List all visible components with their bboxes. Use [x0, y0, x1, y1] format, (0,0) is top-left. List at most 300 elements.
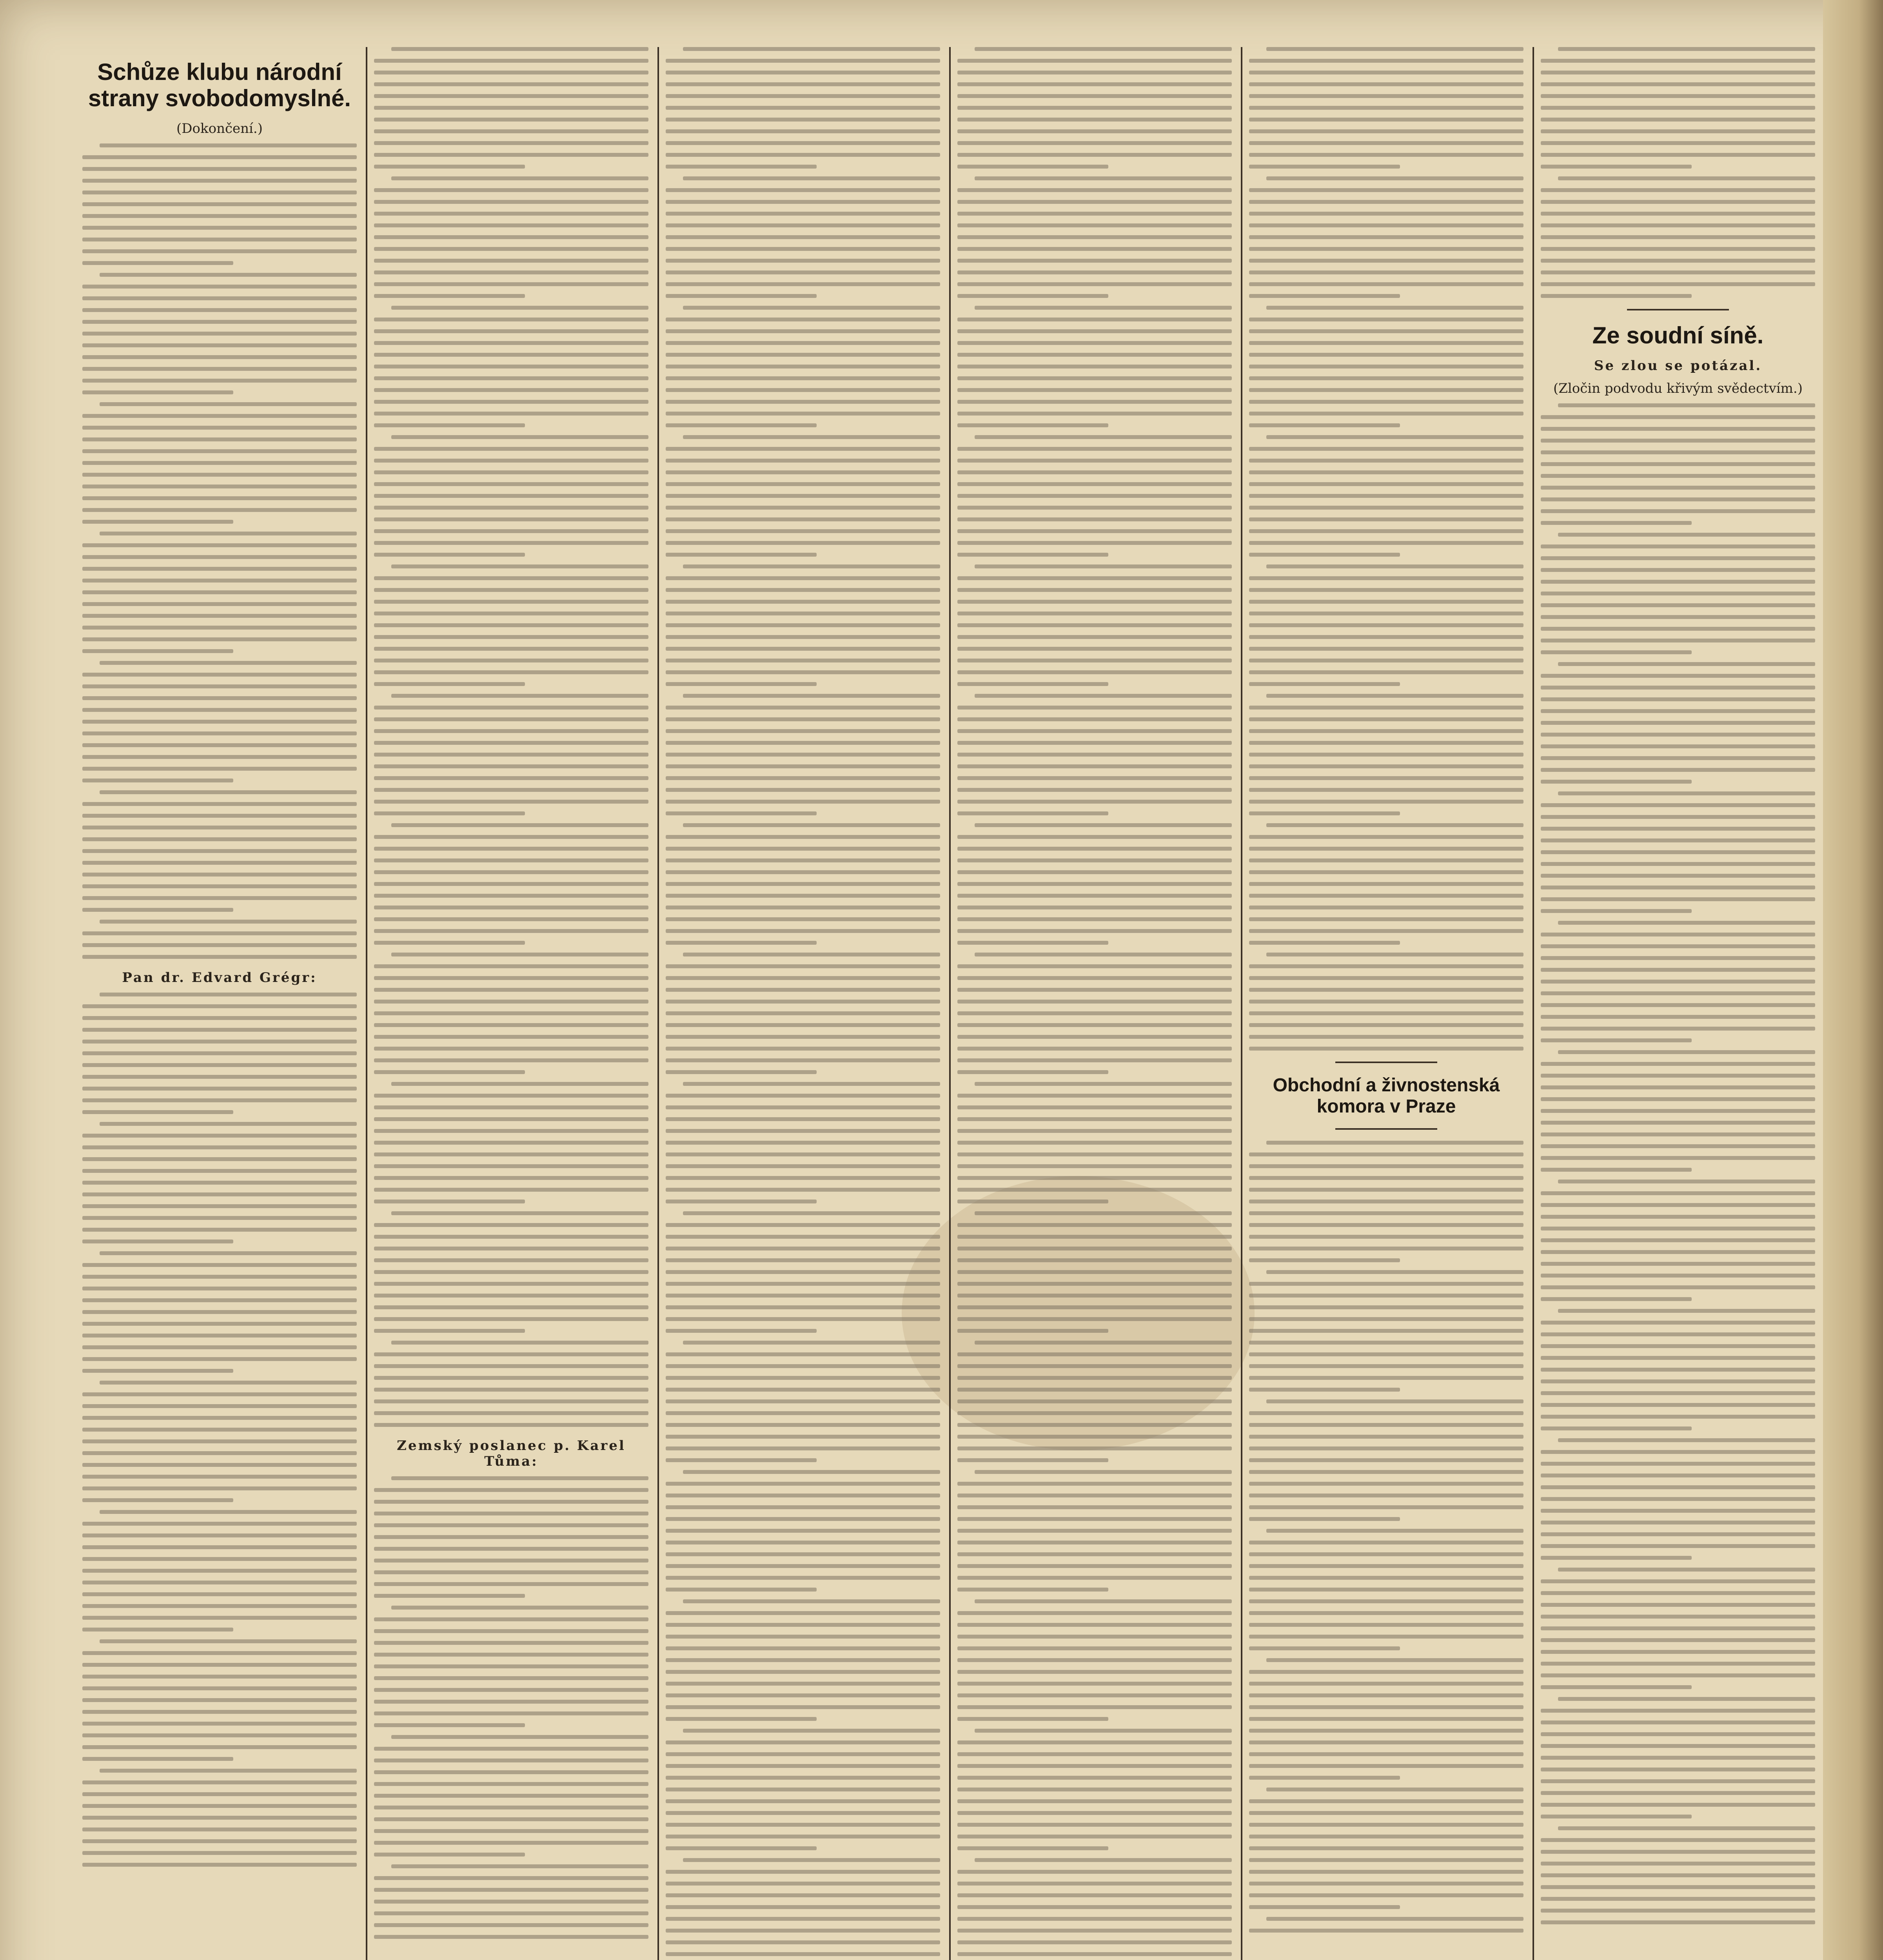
- text-line-placeholder: [374, 282, 648, 286]
- text-line-placeholder: [374, 1770, 648, 1774]
- text-line-placeholder: [82, 814, 357, 818]
- text-line-placeholder: [82, 955, 357, 959]
- text-line-placeholder: [1541, 1685, 1692, 1689]
- text-line-placeholder: [1558, 1309, 1815, 1313]
- text-line-placeholder: [1541, 1215, 1815, 1219]
- text-line-placeholder: [666, 670, 940, 674]
- text-line-placeholder: [1541, 1532, 1815, 1536]
- text-line-placeholder: [1249, 517, 1523, 521]
- text-line-placeholder: [374, 1035, 648, 1039]
- text-line-placeholder: [374, 882, 648, 886]
- text-line-placeholder: [957, 1258, 1232, 1262]
- text-line-placeholder: [957, 1129, 1232, 1133]
- text-line-placeholder: [100, 1381, 357, 1385]
- text-line-placeholder: [666, 858, 940, 862]
- text-line-placeholder: [1541, 1673, 1815, 1677]
- text-line-placeholder: [82, 708, 357, 712]
- text-line-placeholder: [957, 1141, 1232, 1145]
- text-line-placeholder: [1249, 1211, 1523, 1215]
- text-area: [78, 47, 1811, 1960]
- text-line-placeholder: [666, 223, 940, 227]
- text-line-placeholder: [82, 1404, 357, 1408]
- text-line-placeholder: [957, 212, 1232, 216]
- text-line-placeholder: [1249, 1811, 1523, 1815]
- text-line-placeholder: [957, 1929, 1232, 1933]
- text-line-placeholder: [82, 191, 357, 194]
- text-line-placeholder: [1249, 529, 1523, 533]
- text-line-placeholder: [1249, 835, 1523, 839]
- text-line-placeholder: [1249, 1823, 1523, 1827]
- text-line-placeholder: [957, 670, 1232, 674]
- text-line-placeholder: [666, 482, 940, 486]
- text-line-placeholder: [957, 1870, 1232, 1874]
- text-line-placeholder: [666, 717, 940, 721]
- text-line-placeholder: [957, 129, 1232, 133]
- column-rule: [366, 47, 367, 1960]
- text-line-placeholder: [374, 153, 648, 157]
- text-line-placeholder: [666, 1011, 940, 1015]
- text-line-placeholder: [1541, 1768, 1815, 1771]
- text-line-placeholder: [100, 273, 357, 277]
- text-line-placeholder: [957, 1094, 1232, 1098]
- text-line-placeholder: [374, 1794, 648, 1798]
- text-line-placeholder: [1249, 1188, 1523, 1192]
- text-line-placeholder: [1541, 1815, 1692, 1818]
- column-5: [1249, 47, 1523, 1960]
- text-line-placeholder: [1541, 780, 1692, 784]
- text-line-placeholder: [1541, 1332, 1815, 1336]
- text-line-placeholder: [666, 235, 940, 239]
- text-line-placeholder: [374, 1317, 648, 1321]
- text-line-placeholder: [957, 1364, 1232, 1368]
- text-line-placeholder: [957, 1940, 1232, 1944]
- text-line-placeholder: [957, 1035, 1232, 1039]
- text-line-placeholder: [1541, 580, 1815, 584]
- text-line-placeholder: [666, 1423, 940, 1427]
- text-line-placeholder: [374, 541, 648, 545]
- text-line-placeholder: [1249, 1223, 1523, 1227]
- column-6: [1541, 47, 1815, 1960]
- text-line-placeholder: [957, 1494, 1232, 1497]
- text-line-placeholder: [1541, 282, 1815, 286]
- text-line-placeholder: [666, 459, 940, 463]
- text-line-placeholder: [1541, 270, 1815, 274]
- text-line-placeholder: [82, 1263, 357, 1267]
- text-line-placeholder: [374, 1500, 648, 1504]
- text-line-placeholder: [82, 414, 357, 418]
- text-line-placeholder: [1541, 1203, 1815, 1207]
- text-line-placeholder: [374, 1559, 648, 1563]
- text-line-placeholder: [666, 212, 940, 216]
- text-line-placeholder: [82, 1451, 357, 1455]
- text-line-placeholder: [666, 1235, 940, 1239]
- text-line-placeholder: [957, 1294, 1232, 1298]
- text-line-placeholder: [100, 532, 357, 535]
- text-line-placeholder: [374, 1141, 648, 1145]
- text-line-placeholder: [666, 1811, 940, 1815]
- text-line-placeholder: [957, 1011, 1232, 1015]
- text-line-placeholder: [82, 673, 357, 677]
- text-line-placeholder: [683, 1858, 940, 1862]
- text-line-placeholder: [82, 485, 357, 488]
- text-line-placeholder: [82, 590, 357, 594]
- text-line-placeholder: [82, 179, 357, 183]
- text-line-placeholder: [1249, 1011, 1523, 1015]
- text-line-placeholder: [374, 1853, 525, 1857]
- text-line-placeholder: [957, 1823, 1232, 1827]
- text-line-placeholder: [666, 1717, 817, 1721]
- text-line-placeholder: [374, 870, 648, 874]
- text-line-placeholder: [100, 993, 357, 996]
- text-line-placeholder: [666, 517, 940, 521]
- text-line-placeholder: [82, 1310, 357, 1314]
- text-line-placeholder: [957, 976, 1232, 980]
- text-line-placeholder: [1541, 803, 1815, 807]
- text-line-placeholder: [666, 1529, 940, 1533]
- text-line-placeholder: [82, 731, 357, 735]
- text-line-placeholder: [82, 873, 357, 877]
- text-line-placeholder: [1541, 1156, 1815, 1160]
- text-line-placeholder: [666, 1435, 940, 1439]
- text-line-placeholder: [666, 811, 817, 815]
- text-line-placeholder: [1249, 1705, 1523, 1709]
- text-line-placeholder: [1541, 1450, 1815, 1454]
- article-body: [1249, 1141, 1523, 1933]
- text-line-placeholder: [374, 1235, 648, 1239]
- text-line-placeholder: [374, 412, 648, 416]
- text-line-placeholder: [1558, 1438, 1815, 1442]
- text-line-placeholder: [666, 1905, 940, 1909]
- text-line-placeholder: [666, 1564, 940, 1568]
- text-line-placeholder: [374, 1305, 648, 1309]
- text-line-placeholder: [1541, 674, 1815, 678]
- text-line-placeholder: [1541, 933, 1815, 936]
- text-line-placeholder: [391, 694, 648, 698]
- text-line-placeholder: [666, 329, 940, 333]
- text-line-placeholder: [1541, 721, 1815, 725]
- text-line-placeholder: [957, 341, 1232, 345]
- text-line-placeholder: [957, 1588, 1108, 1592]
- text-line-placeholder: [1541, 1238, 1815, 1242]
- text-line-placeholder: [1541, 1038, 1692, 1042]
- text-line-placeholder: [82, 1675, 357, 1679]
- text-line-placeholder: [1249, 1317, 1523, 1321]
- text-line-placeholder: [957, 1235, 1232, 1239]
- text-line-placeholder: [957, 917, 1232, 921]
- text-line-placeholder: [666, 388, 940, 392]
- text-line-placeholder: [82, 1028, 357, 1032]
- column-rule: [657, 47, 659, 1960]
- text-line-placeholder: [666, 800, 940, 804]
- text-line-placeholder: [374, 1617, 648, 1621]
- text-line-placeholder: [1249, 1388, 1400, 1392]
- text-line-placeholder: [100, 661, 357, 665]
- text-line-placeholder: [666, 1258, 940, 1262]
- text-line-placeholder: [374, 670, 648, 674]
- text-line-placeholder: [957, 1905, 1232, 1909]
- text-line-placeholder: [957, 941, 1108, 945]
- text-line-placeholder: [1249, 388, 1523, 392]
- text-line-placeholder: [391, 1341, 648, 1345]
- text-line-placeholder: [82, 167, 357, 171]
- text-line-placeholder: [1541, 71, 1815, 74]
- text-line-placeholder: [666, 1188, 940, 1192]
- text-line-placeholder: [957, 847, 1232, 851]
- text-line-placeholder: [1249, 811, 1400, 815]
- text-line-placeholder: [666, 1388, 940, 1392]
- text-line-placeholder: [1249, 200, 1523, 204]
- text-line-placeholder: [82, 1804, 357, 1808]
- text-line-placeholder: [374, 529, 648, 533]
- text-line-placeholder: [374, 717, 648, 721]
- text-line-placeholder: [957, 1188, 1232, 1192]
- text-line-placeholder: [82, 696, 357, 700]
- text-line-placeholder: [1249, 1364, 1523, 1368]
- text-line-placeholder: [100, 1639, 357, 1643]
- text-line-placeholder: [374, 764, 648, 768]
- text-line-placeholder: [1249, 917, 1523, 921]
- text-line-placeholder: [666, 1117, 940, 1121]
- text-line-placeholder: [374, 423, 525, 427]
- text-line-placeholder: [374, 1535, 648, 1539]
- text-line-placeholder: [374, 353, 648, 357]
- text-line-placeholder: [1541, 838, 1815, 842]
- text-line-placeholder: [1558, 791, 1815, 795]
- text-line-placeholder: [374, 1723, 525, 1727]
- text-line-placeholder: [100, 790, 357, 794]
- text-line-placeholder: [1541, 1227, 1815, 1230]
- text-line-placeholder: [1249, 682, 1400, 686]
- text-line-placeholder: [374, 1070, 525, 1074]
- article-title: Schůze klubu národní strany svobodomyslné.: [88, 59, 351, 112]
- text-line-placeholder: [1249, 1893, 1523, 1897]
- text-line-placeholder: [666, 1270, 940, 1274]
- article-body: [666, 47, 940, 1960]
- text-line-placeholder: [1541, 1321, 1815, 1325]
- text-line-placeholder: [1541, 897, 1815, 901]
- text-line-placeholder: [1249, 964, 1523, 968]
- text-line-placeholder: [666, 588, 940, 592]
- text-line-placeholder: [1249, 494, 1523, 498]
- text-line-placeholder: [957, 1070, 1108, 1074]
- text-line-placeholder: [1541, 1744, 1815, 1748]
- text-line-placeholder: [1249, 1352, 1523, 1356]
- text-line-placeholder: [666, 741, 940, 745]
- text-line-placeholder: [957, 270, 1232, 274]
- text-line-placeholder: [1249, 318, 1523, 321]
- text-line-placeholder: [666, 447, 940, 451]
- text-line-placeholder: [374, 1935, 648, 1939]
- text-line-placeholder: [666, 776, 940, 780]
- text-line-placeholder: [666, 153, 940, 157]
- text-line-placeholder: [957, 1835, 1232, 1838]
- text-line-placeholder: [975, 1858, 1232, 1862]
- text-line-placeholder: [957, 1682, 1232, 1686]
- text-line-placeholder: [683, 176, 940, 180]
- text-line-placeholder: [374, 1094, 648, 1098]
- text-line-placeholder: [666, 788, 940, 792]
- text-line-placeholder: [975, 435, 1232, 439]
- text-line-placeholder: [374, 318, 648, 321]
- text-line-placeholder: [957, 1411, 1232, 1415]
- text-line-placeholder: [82, 931, 357, 935]
- text-line-placeholder: [666, 529, 940, 533]
- text-line-placeholder: [82, 1169, 357, 1173]
- text-line-placeholder: [957, 647, 1232, 651]
- text-line-placeholder: [82, 1522, 357, 1526]
- text-line-placeholder: [1249, 1776, 1400, 1780]
- text-line-placeholder: [1541, 1262, 1815, 1266]
- text-line-placeholder: [1249, 1682, 1523, 1686]
- text-line-placeholder: [666, 1882, 940, 1886]
- text-line-placeholder: [1249, 1200, 1523, 1203]
- text-line-placeholder: [666, 129, 940, 133]
- text-line-placeholder: [1541, 1015, 1815, 1019]
- text-line-placeholder: [666, 1670, 940, 1674]
- text-line-placeholder: [957, 1529, 1232, 1533]
- text-line-placeholder: [1249, 341, 1523, 345]
- text-line-placeholder: [1541, 1920, 1815, 1924]
- text-line-placeholder: [666, 200, 940, 204]
- text-line-placeholder: [957, 1352, 1232, 1356]
- text-line-placeholder: [957, 1799, 1232, 1803]
- text-line-placeholder: [957, 153, 1232, 157]
- text-line-placeholder: [1541, 1191, 1815, 1195]
- text-line-placeholder: [975, 1599, 1232, 1603]
- text-line-placeholder: [374, 1164, 648, 1168]
- text-line-placeholder: [1249, 1717, 1523, 1721]
- text-line-placeholder: [1249, 1505, 1523, 1509]
- text-line-placeholder: [1249, 106, 1523, 110]
- text-line-placeholder: [374, 1047, 648, 1051]
- text-line-placeholder: [1249, 94, 1523, 98]
- text-line-placeholder: [82, 637, 357, 641]
- text-line-placeholder: [957, 1399, 1232, 1403]
- text-line-placeholder: [82, 1475, 357, 1479]
- text-line-placeholder: [1249, 235, 1523, 239]
- text-line-placeholder: [1249, 1646, 1400, 1650]
- text-line-placeholder: [1249, 623, 1523, 627]
- text-line-placeholder: [1249, 1458, 1523, 1462]
- text-line-placeholder: [957, 1564, 1232, 1568]
- text-line-placeholder: [1541, 1838, 1815, 1842]
- text-line-placeholder: [391, 953, 648, 956]
- text-line-placeholder: [666, 894, 940, 898]
- text-line-placeholder: [391, 1211, 648, 1215]
- text-line-placeholder: [957, 94, 1232, 98]
- text-line-placeholder: [1266, 47, 1523, 51]
- text-line-placeholder: [1541, 1474, 1815, 1477]
- text-line-placeholder: [374, 1388, 648, 1392]
- text-line-placeholder: [666, 365, 940, 368]
- text-line-placeholder: [100, 1510, 357, 1514]
- text-line-placeholder: [666, 1376, 940, 1380]
- text-line-placeholder: [1541, 1638, 1815, 1642]
- text-line-placeholder: [374, 1688, 648, 1692]
- text-line-placeholder: [1541, 1521, 1815, 1524]
- text-line-placeholder: [957, 1788, 1232, 1791]
- text-line-placeholder: [1541, 1285, 1815, 1289]
- text-line-placeholder: [1541, 1885, 1815, 1889]
- text-line-placeholder: [957, 1740, 1232, 1744]
- text-line-placeholder: [1541, 627, 1815, 631]
- text-line-placeholder: [666, 400, 940, 404]
- text-line-placeholder: [1541, 639, 1815, 642]
- text-line-placeholder: [1249, 141, 1523, 145]
- text-line-placeholder: [1249, 282, 1523, 286]
- text-line-placeholder: [1541, 415, 1815, 419]
- text-line-placeholder: [957, 318, 1232, 321]
- text-line-placeholder: [1249, 1000, 1523, 1004]
- text-line-placeholder: [1266, 1788, 1523, 1791]
- text-line-placeholder: [1541, 497, 1815, 501]
- text-line-placeholder: [391, 1606, 648, 1610]
- text-line-placeholder: [82, 1228, 357, 1232]
- text-line-placeholder: [374, 94, 648, 98]
- text-line-placeholder: [82, 579, 357, 583]
- text-line-placeholder: [374, 1117, 648, 1121]
- text-line-placeholder: [82, 332, 357, 336]
- text-line-placeholder: [666, 1000, 940, 1004]
- text-line-placeholder: [1266, 1917, 1523, 1921]
- text-line-placeholder: [82, 1651, 357, 1655]
- text-line-placeholder: [82, 1463, 357, 1467]
- text-line-placeholder: [1249, 588, 1523, 592]
- text-line-placeholder: [391, 564, 648, 568]
- text-line-placeholder: [374, 1817, 648, 1821]
- text-line-placeholder: [82, 308, 357, 312]
- text-line-placeholder: [374, 1399, 648, 1403]
- text-line-placeholder: [666, 353, 940, 357]
- text-line-placeholder: [1249, 976, 1523, 980]
- text-line-placeholder: [666, 1070, 817, 1074]
- text-line-placeholder: [1249, 1870, 1523, 1874]
- text-line-placeholder: [1541, 827, 1815, 831]
- text-line-placeholder: [957, 1458, 1108, 1462]
- text-line-placeholder: [957, 1576, 1232, 1580]
- text-line-placeholder: [1541, 247, 1815, 251]
- text-line-placeholder: [957, 1000, 1232, 1004]
- text-line-placeholder: [666, 1399, 940, 1403]
- text-line-placeholder: [957, 1176, 1232, 1180]
- column-2: [374, 47, 648, 1960]
- text-line-placeholder: [957, 1105, 1232, 1109]
- text-line-placeholder: [1249, 1423, 1523, 1427]
- text-line-placeholder: [1541, 509, 1815, 513]
- text-line-placeholder: [957, 1152, 1232, 1156]
- text-line-placeholder: [374, 1547, 648, 1551]
- text-line-placeholder: [666, 1047, 940, 1051]
- text-line-placeholder: [82, 555, 357, 559]
- text-line-placeholder: [666, 1788, 940, 1791]
- text-line-placeholder: [666, 1176, 940, 1180]
- text-line-placeholder: [82, 496, 357, 500]
- text-line-placeholder: [374, 1923, 648, 1927]
- text-line-placeholder: [1541, 521, 1692, 525]
- text-line-placeholder: [1249, 647, 1523, 651]
- text-line-placeholder: [374, 1900, 648, 1904]
- text-line-placeholder: [957, 1423, 1232, 1427]
- text-line-placeholder: [82, 1051, 357, 1055]
- text-line-placeholder: [1249, 894, 1523, 898]
- text-line-placeholder: [975, 1470, 1232, 1474]
- text-line-placeholder: [1266, 564, 1523, 568]
- text-line-placeholder: [957, 494, 1232, 498]
- text-line-placeholder: [957, 412, 1232, 416]
- text-line-placeholder: [1558, 662, 1815, 666]
- text-line-placeholder: [1266, 176, 1523, 180]
- text-line-placeholder: [82, 367, 357, 371]
